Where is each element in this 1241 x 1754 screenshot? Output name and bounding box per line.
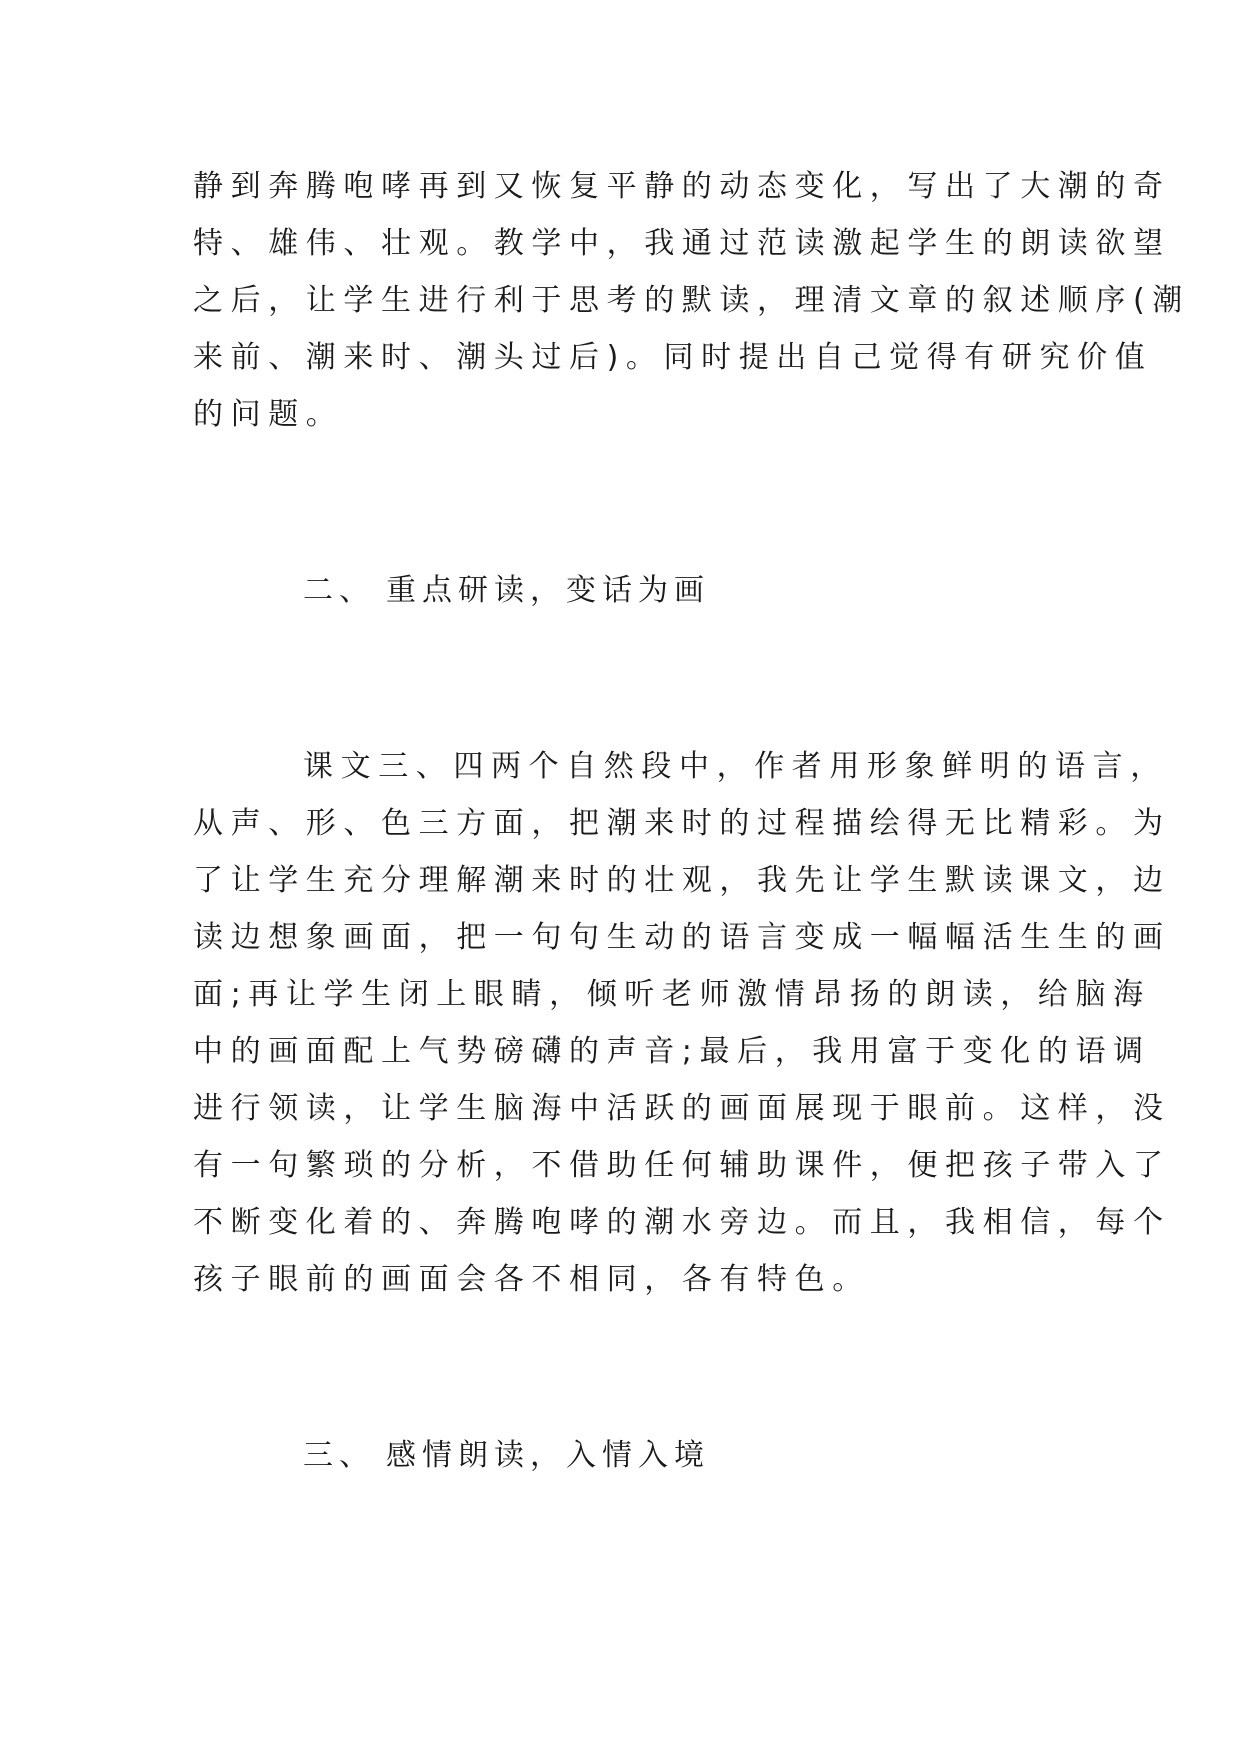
- paragraph-2-line: 有一句繁琐的分析，不借助任何辅助课件，便把孩子带入了: [193, 1148, 1171, 1183]
- section-heading-number: 二、: [303, 573, 375, 608]
- paragraph-2-line: 不断变化着的、奔腾咆哮的潮水旁边。而且，我相信，每个: [193, 1205, 1171, 1240]
- paragraph-1-line: 的问题。: [193, 397, 344, 432]
- paragraph-1-line: 来前、潮来时、潮头过后)。同时提出自己觉得有研究价值: [193, 340, 1153, 375]
- paragraph-2-line: 课文三、四两个自然段中，作者用形象鲜明的语言，: [303, 749, 1168, 784]
- paragraph-2-line: 从声、形、色三方面，把潮来时的过程描绘得无比精彩。为: [193, 806, 1171, 841]
- paragraph-2-line: 中的画面配上气势磅礴的声音;最后，我用富于变化的语调: [193, 1034, 1151, 1069]
- paragraph-1-line: 特、雄伟、壮观。教学中，我通过范读激起学生的朗读欲望: [193, 226, 1171, 261]
- paragraph-1-line: 之后，让学生进行利于思考的默读，理清文章的叙述顺序(潮: [193, 283, 1190, 318]
- paragraph-2-line: 进行领读，让学生脑海中活跃的画面展现于眼前。这样，没: [193, 1091, 1171, 1126]
- paragraph-1-line: 静到奔腾咆哮再到又恢复平静的动态变化，写出了大潮的奇: [193, 169, 1171, 204]
- section-heading-title: 感情朗读，入情入境: [386, 1438, 710, 1473]
- paragraph-2-line: 面;再让学生闭上眼睛，倾听老师激情昂扬的朗读，给脑海: [193, 977, 1151, 1012]
- section-heading-title: 重点研读，变话为画: [386, 573, 710, 608]
- paragraph-2-line: 了让学生充分理解潮来时的壮观，我先让学生默读课文，边: [193, 863, 1171, 898]
- section-heading-number: 三、: [303, 1438, 375, 1473]
- paragraph-2-line: 孩子眼前的画面会各不相同，各有特色。: [193, 1262, 870, 1297]
- paragraph-2-line: 读边想象画面，把一句句生动的语言变成一幅幅活生生的画: [193, 920, 1171, 955]
